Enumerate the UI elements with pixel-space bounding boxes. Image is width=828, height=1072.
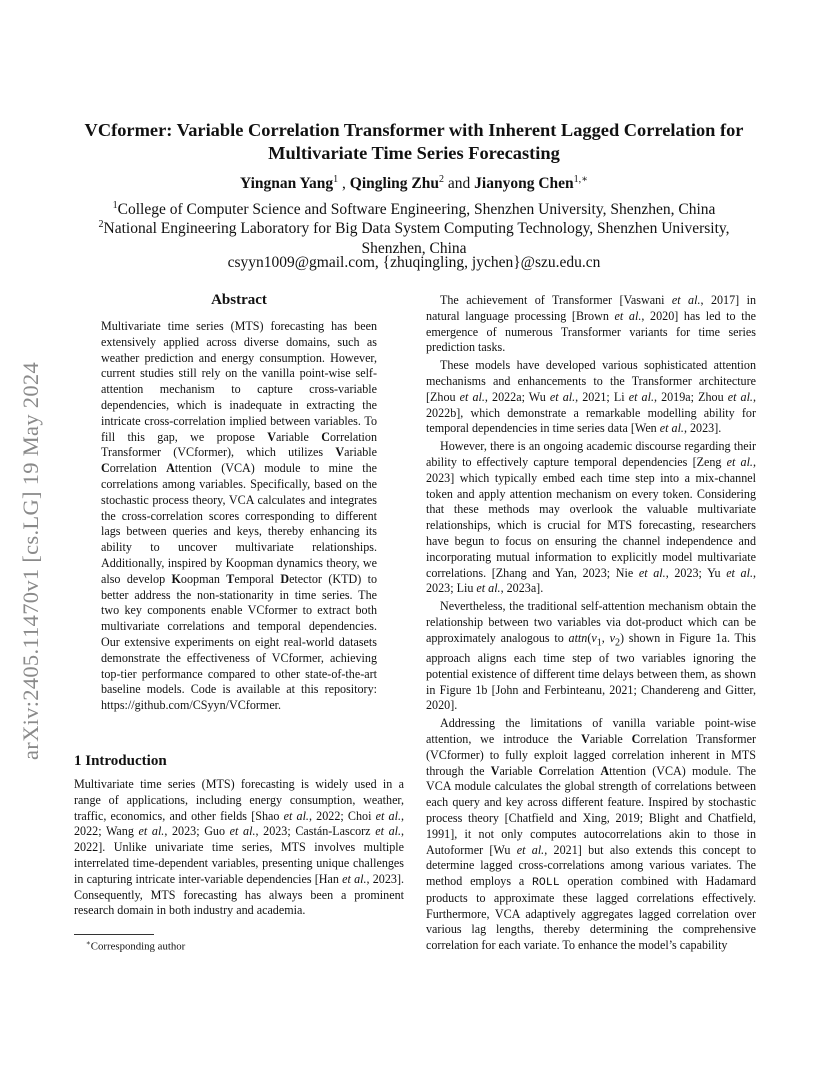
intro-right-column: The achievement of Transformer [Vaswani et al., 2017] in natural language processing [Brown et al., 2020] has led to the emergence of numerous Transformer variants for time series prediction tasks. These models have developed various sophisticated attention mechanisms and enhancements to the Transformer architecture [Zhou et al., 2022a; Wu et al., 2021; Li et al., 2019a; Zhou et al., 2022b], which demonstrate a remarkable modelling ability for temporal dependencies in time series data [Wen et al., 2023]. However, there is an ongoing academic discourse regarding their ability to effectively capture temporal dependencies [Zeng et al., 2023] which typically embed each time step into a mix-channel token and apply attention mechanism on every token. Considering that these methods may overlook the valuable multivariate relationships, which is crucial for MTS forecasting, researchers have begun to focus on ensuring the channel independence and incorporating mutual information to explicitly model multivariate correlations. [Zhang and Yan, 2023; Nie et al., 2023; Yu et al., 2023; Liu et al., 2023a]. Nevertheless, the traditional self-attention mechanism obtain the relationship between two variables via dot-product which can be approximately analogous to $attn(v_1$, $v_2$) shown in Figure 1a. This approach aligns each time step of two variables ignoring the potential existence of different time delays between them, as shown in Figure 1b [John and Ferbinteanu, 2021; Chandereng and Gitter, 2020]. Addressing the limitations of vanilla variable point-wise attention, we introduce the Variable Correlation Transformer (VCformer) to fully exploit lagged correlation inherent in MTS through the Variable Correlation Attention (VCA) module. The VCA module calculates the global strength of correlations between each query and key across different feature. Inspired by stochastic process theory [Chatfield and Xing, 2019; Blight and Chatfield, 1991], it not only computes autocorrelations akin to those in Autoformer [Wu et al., 2021] but also extends this concept to determine lagged cross-correlations among various variates. The method employs a ROLL operation combined with Hadamard products to approximate these lagged correlations effectively. Furthermore, VCA adaptively aggregates lagged correlation over various lag lengths, thereby determining the comprehensive correlation for each variate. To enhance the model’s capability (426, 293, 757, 953)
affiliation-2: $^2$National Engineering Laboratory for Big Data System Computing Technology, Shenzhen University, Shenzhen, China (98, 219, 730, 257)
intro-left-column: Multivariate time series (MTS) forecasting is widely used in a range of applications, including energy consumption, weather, traffic, economics, and other fields [Shao et al., 2022; Choi et al., 2022; Wang et al., 2023; Guo et al., 2023; Castán-Lascorz et al., 2022]. Unlike univariate time series, MTS involves multiple interrelated time-dependent variables, presenting unique challenges in capturing intricate inter-variable dependencies [Han et al., 2023]. Consequently, MTS forecasting has always been a prominent research domain in both industry and academia. (74, 777, 405, 918)
paper-title: VCformer: Variable Correlation Transformer with Inherent Lagged Correlation for Multivariate Time Series Forecasting (84, 120, 744, 163)
author-list: Yingnan Yang$^1$ , Qingling Zhu$^2$ and Jianyong Chen$^{1,∗}$ (239, 174, 589, 193)
affiliation-1: $^1$College of Computer Science and Software Engineering, Shenzhen University, Shenzhen, China (112, 200, 716, 219)
footnote: ∗Corresponding author (86, 939, 186, 953)
arxiv-identifier: arXiv:2405.11470v1 [cs.LG] 19 May 2024 (18, 361, 43, 760)
section-heading-introduction: 1 Introduction (74, 753, 167, 769)
abstract-heading: Abstract (211, 292, 267, 308)
footnote-rule (74, 934, 154, 935)
author-emails: csyyn1009@gmail.com, {zhuqingling, jychen}@szu.edu.cn (227, 254, 601, 271)
abstract-body: Multivariate time series (MTS) forecasting has been extensively applied across diverse domains, such as weather prediction and energy consumption. However, current studies still rely on the vanilla point-wise self-attention mechanism to capture cross-variable dependencies, which is inadequate in extracting the intricate cross-correlation implied between variables. To fill this gap, we propose Variable Correlation Transformer (VCformer), which utilizes Variable Correlation Attention (VCA) module to mine the correlations among variables. Specifically, based on the stochastic process theory, VCA calculates and integrates the cross-correlation scores corresponding to different lags between queries and keys, thereby enhancing its ability to uncover multivariate relationships. Additionally, inspired by Koopman dynamics theory, we also develop Koopman Temporal Detector (KTD) to better address the non-stationarity in time series. The two key components enable VCformer to extract both multivariate correlations and temporal dependencies. Our extensive experiments on eight real-world datasets demonstrate the effectiveness of VCformer, achieving top-tier performance compared to other state-of-the-art baseline models. Code is available at this repository: https://github.com/CSyyn/VCformer. (101, 319, 378, 713)
